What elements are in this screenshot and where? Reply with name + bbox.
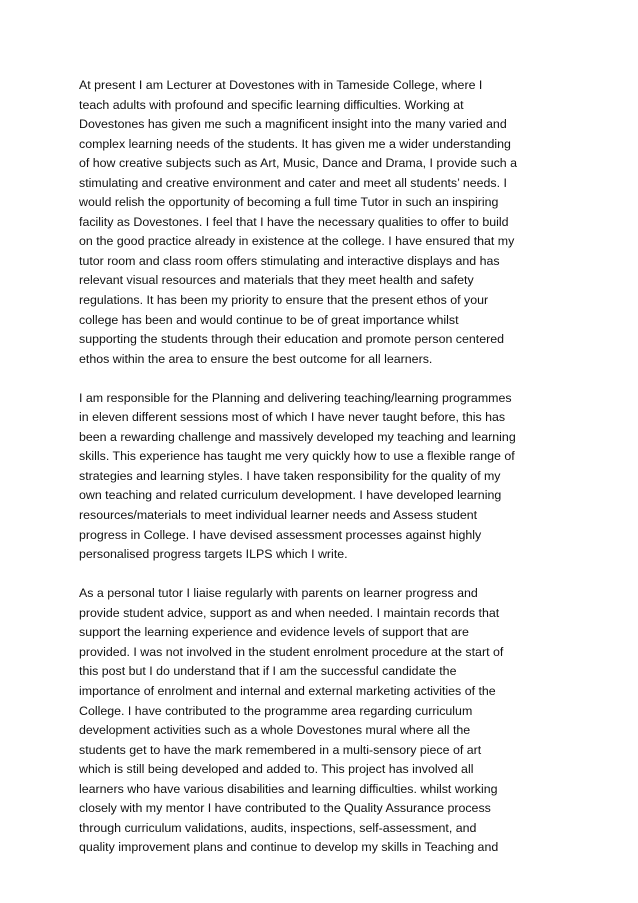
text-line: students get to have the mark remembered in a multi-sensory piece of art: [79, 742, 482, 757]
text-line: I am responsible for the Planning and delivering teaching/learning programmes: [79, 390, 512, 405]
paragraph-1: [79, 76, 561, 369]
text-line: this post but I do understand that if I am the successful candidate the: [79, 664, 457, 679]
text-line: ethos within the area to ensure the best outcome for all learners.: [79, 351, 433, 366]
text-line: tutor room and class room offers stimulating and interactive displays and has: [79, 253, 500, 268]
text-line: been a rewarding challenge and massively developed my teaching and learning: [79, 429, 516, 444]
text-line: importance of enrolment and internal and external marketing activities of the: [79, 683, 496, 698]
paragraph-3: [79, 584, 561, 858]
text-line: college has been and would continue to be of great importance whilst: [79, 312, 459, 327]
text-line: stimulating and creative environment and cater and meet all students’ needs. I: [79, 175, 507, 190]
paragraph-2: [79, 389, 561, 565]
text-line: provided. I was not involved in the student enrolment procedure at the start of: [79, 644, 504, 659]
text-line: Dovestones has given me such a magnificent insight into the many varied and: [79, 117, 507, 132]
text-line: supporting the students through their education and promote person centered: [79, 332, 505, 347]
text-line: personalised progress targets ILPS which I write.: [79, 547, 348, 562]
text-line: of how creative subjects such as Art, Music, Dance and Drama, I provide such a: [79, 156, 518, 171]
text-line: support the learning experience and evidence levels of support that are: [79, 625, 469, 640]
text-line: through curriculum validations, audits, inspections, self-assessment, and: [79, 820, 477, 835]
text-line: skills. This experience has taught me very quickly how to use a flexible range of: [79, 449, 515, 464]
text-line: As a personal tutor I liaise regularly with parents on learner progress and: [79, 586, 478, 601]
text-line: resources/materials to meet individual learner needs and Assess student: [79, 508, 478, 523]
text-line: regulations. It has been my priority to ensure that the present ethos of your: [79, 293, 489, 308]
text-line: strategies and learning styles. I have taken responsibility for the quality of my: [79, 468, 501, 483]
text-line: progress in College. I have devised assessment processes against highly: [79, 527, 482, 542]
text-line: on the good practice already in existence at the college. I have ensured that my: [79, 234, 515, 249]
text-line: facility as Dovestones. I feel that I have the necessary qualities to offer to build: [79, 214, 509, 229]
text-line: College. I have contributed to the programme area regarding curriculum: [79, 703, 473, 718]
text-line: complex learning needs of the students. It has given me a wider understanding: [79, 136, 511, 151]
document-body: [79, 76, 561, 877]
text-line: in eleven different sessions most of which I have never taught before, this has: [79, 410, 506, 425]
text-line: quality improvement plans and continue to develop my skills in Teaching and: [79, 840, 499, 855]
text-line: At present I am Lecturer at Dovestones with in Tameside College, where I: [79, 78, 483, 92]
text-line: would relish the opportunity of becoming a full time Tutor in such an inspiring: [79, 195, 499, 210]
text-line: development activities such as a whole Dovestones mural where all the: [79, 723, 471, 738]
text-line: teach adults with profound and specific learning difficulties. Working at: [79, 97, 464, 112]
text-line: relevant visual resources and materials that they meet health and safety: [79, 273, 474, 288]
text-line: closely with my mentor I have contributed to the Quality Assurance process: [79, 801, 491, 816]
text-line: provide student advice, support as and when needed. I maintain records that: [79, 605, 500, 620]
text-line: learners who have various disabilities and learning difficulties. whilst working: [79, 781, 498, 796]
text-line: which is still being developed and added to. This project has involved all: [79, 762, 474, 777]
text-line: own teaching and related curriculum development. I have developed learning: [79, 488, 502, 503]
